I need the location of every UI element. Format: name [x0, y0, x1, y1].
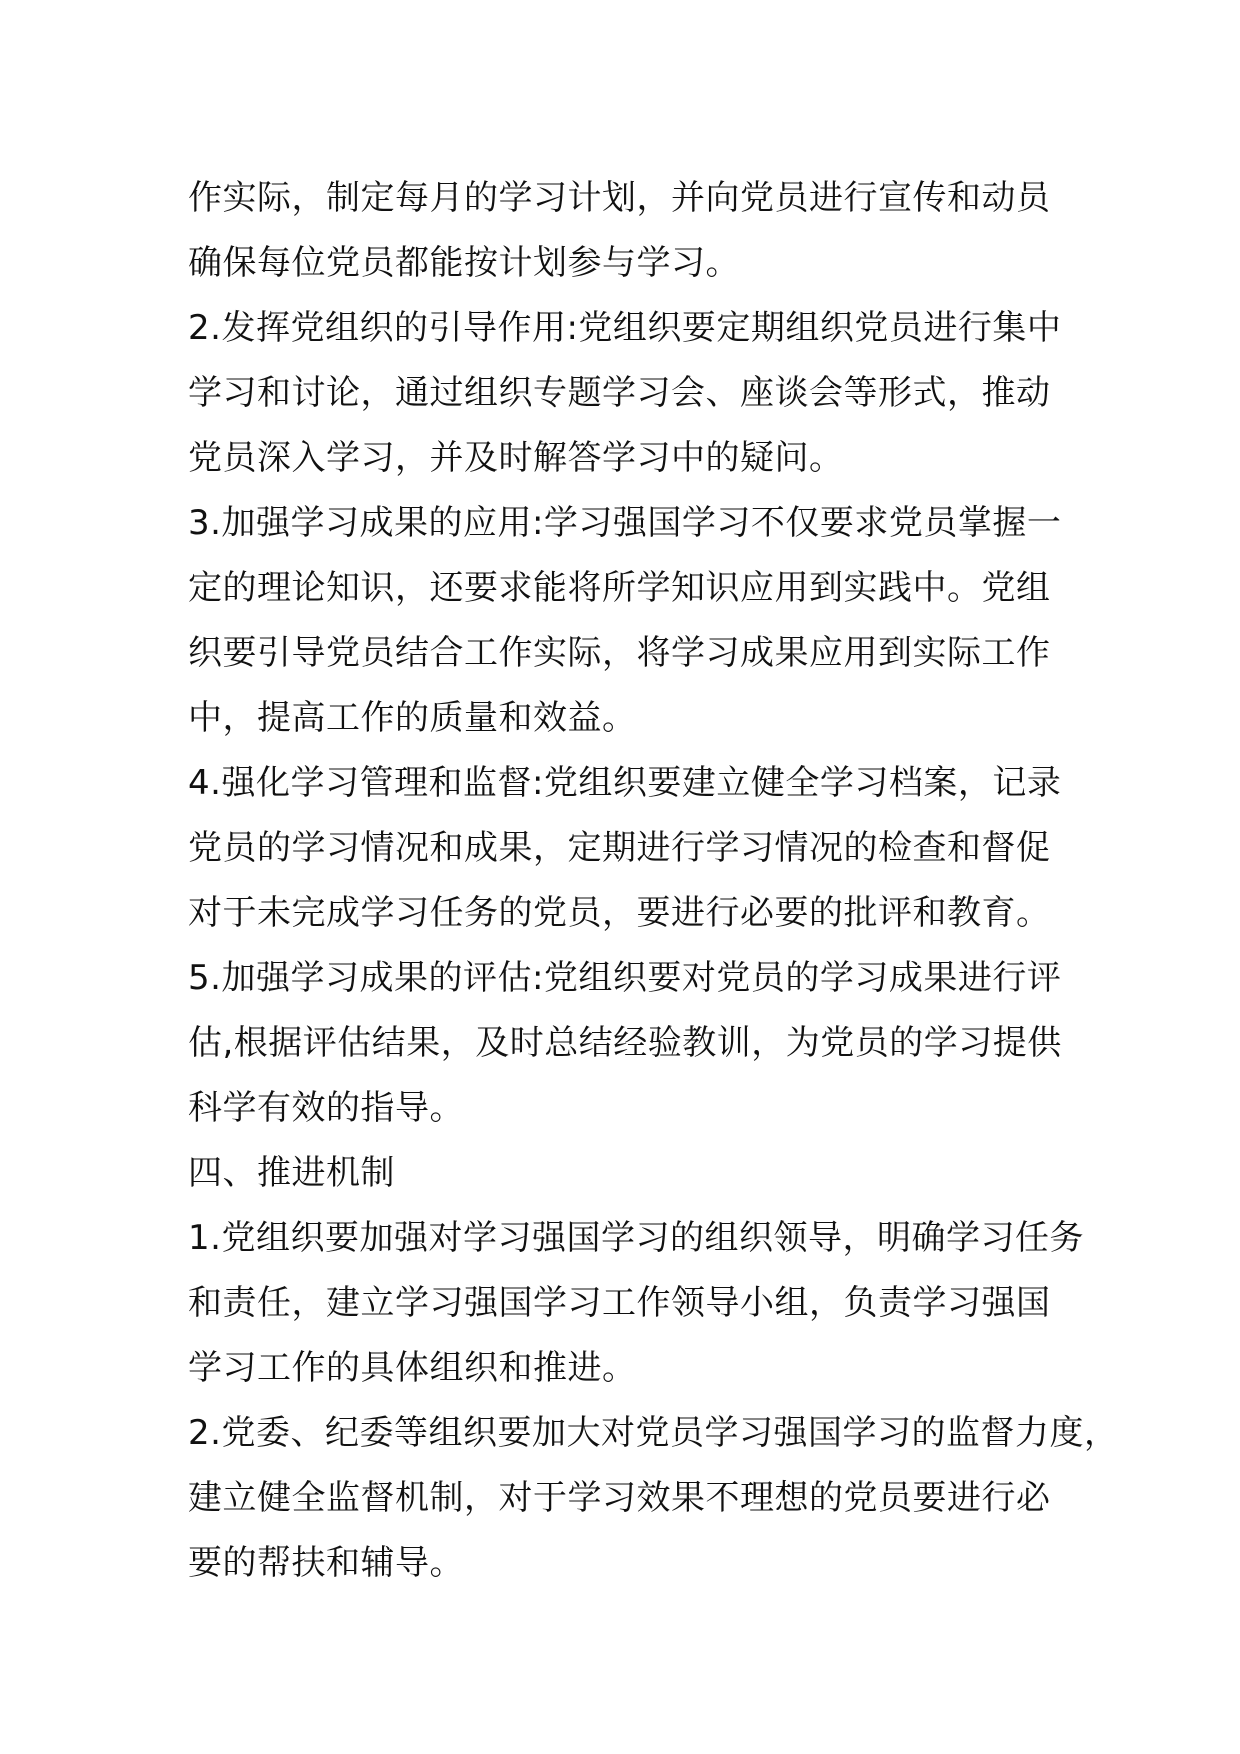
text-line: 1.党组织要加强对学习强国学习的组织领导，明确学习任务 [188, 1218, 1084, 1258]
text-line: 对于未完成学习任务的党员，要进行必要的批评和教育。 [188, 893, 1051, 933]
text-line: 科学有效的指导。 [188, 1088, 464, 1128]
text-line: 2.党委、纪委等组织要加大对党员学习强国学习的监督力度， [188, 1413, 1119, 1453]
text-line: 党员深入学习，并及时解答学习中的疑问。 [188, 438, 844, 478]
text-line: 织要引导党员结合工作实际，将学习成果应用到实际工作 [188, 633, 1051, 673]
text-line: 学习工作的具体组织和推进。 [188, 1348, 637, 1388]
text-line: 学习和讨论，通过组织专题学习会、座谈会等形式，推动 [188, 373, 1051, 413]
text-line: 党员的学习情况和成果，定期进行学习情况的检查和督促 [188, 828, 1051, 868]
text-line: 估,根据评估结果，及时总结经验教训，为党员的学习提供 [188, 1023, 1062, 1063]
text-line: 定的理论知识，还要求能将所学知识应用到实践中。党组 [188, 568, 1051, 608]
section-heading: 四、推进机制 [188, 1153, 395, 1193]
text-line: 建立健全监督机制，对于学习效果不理想的党员要进行必 [188, 1478, 1051, 1518]
text-line: 和责任，建立学习强国学习工作领导小组，负责学习强国 [188, 1283, 1051, 1323]
text-line: 3.加强学习成果的应用:学习强国学习不仅要求党员掌握一 [188, 503, 1062, 543]
text-line: 4.强化学习管理和监督:党组织要建立健全学习档案，记录 [188, 763, 1062, 803]
text-line: 要的帮扶和辅导。 [188, 1543, 464, 1583]
document-body [188, 166, 1119, 1596]
text-line: 确保每位党员都能按计划参与学习。 [188, 243, 740, 283]
text-line: 中，提高工作的质量和效益。 [188, 698, 637, 738]
text-line: 2.发挥党组织的引导作用:党组织要定期组织党员进行集中 [188, 308, 1062, 348]
text-line: 作实际，制定每月的学习计划，并向党员进行宣传和动员 [188, 178, 1051, 218]
text-line: 5.加强学习成果的评估:党组织要对党员的学习成果进行评 [188, 958, 1062, 998]
